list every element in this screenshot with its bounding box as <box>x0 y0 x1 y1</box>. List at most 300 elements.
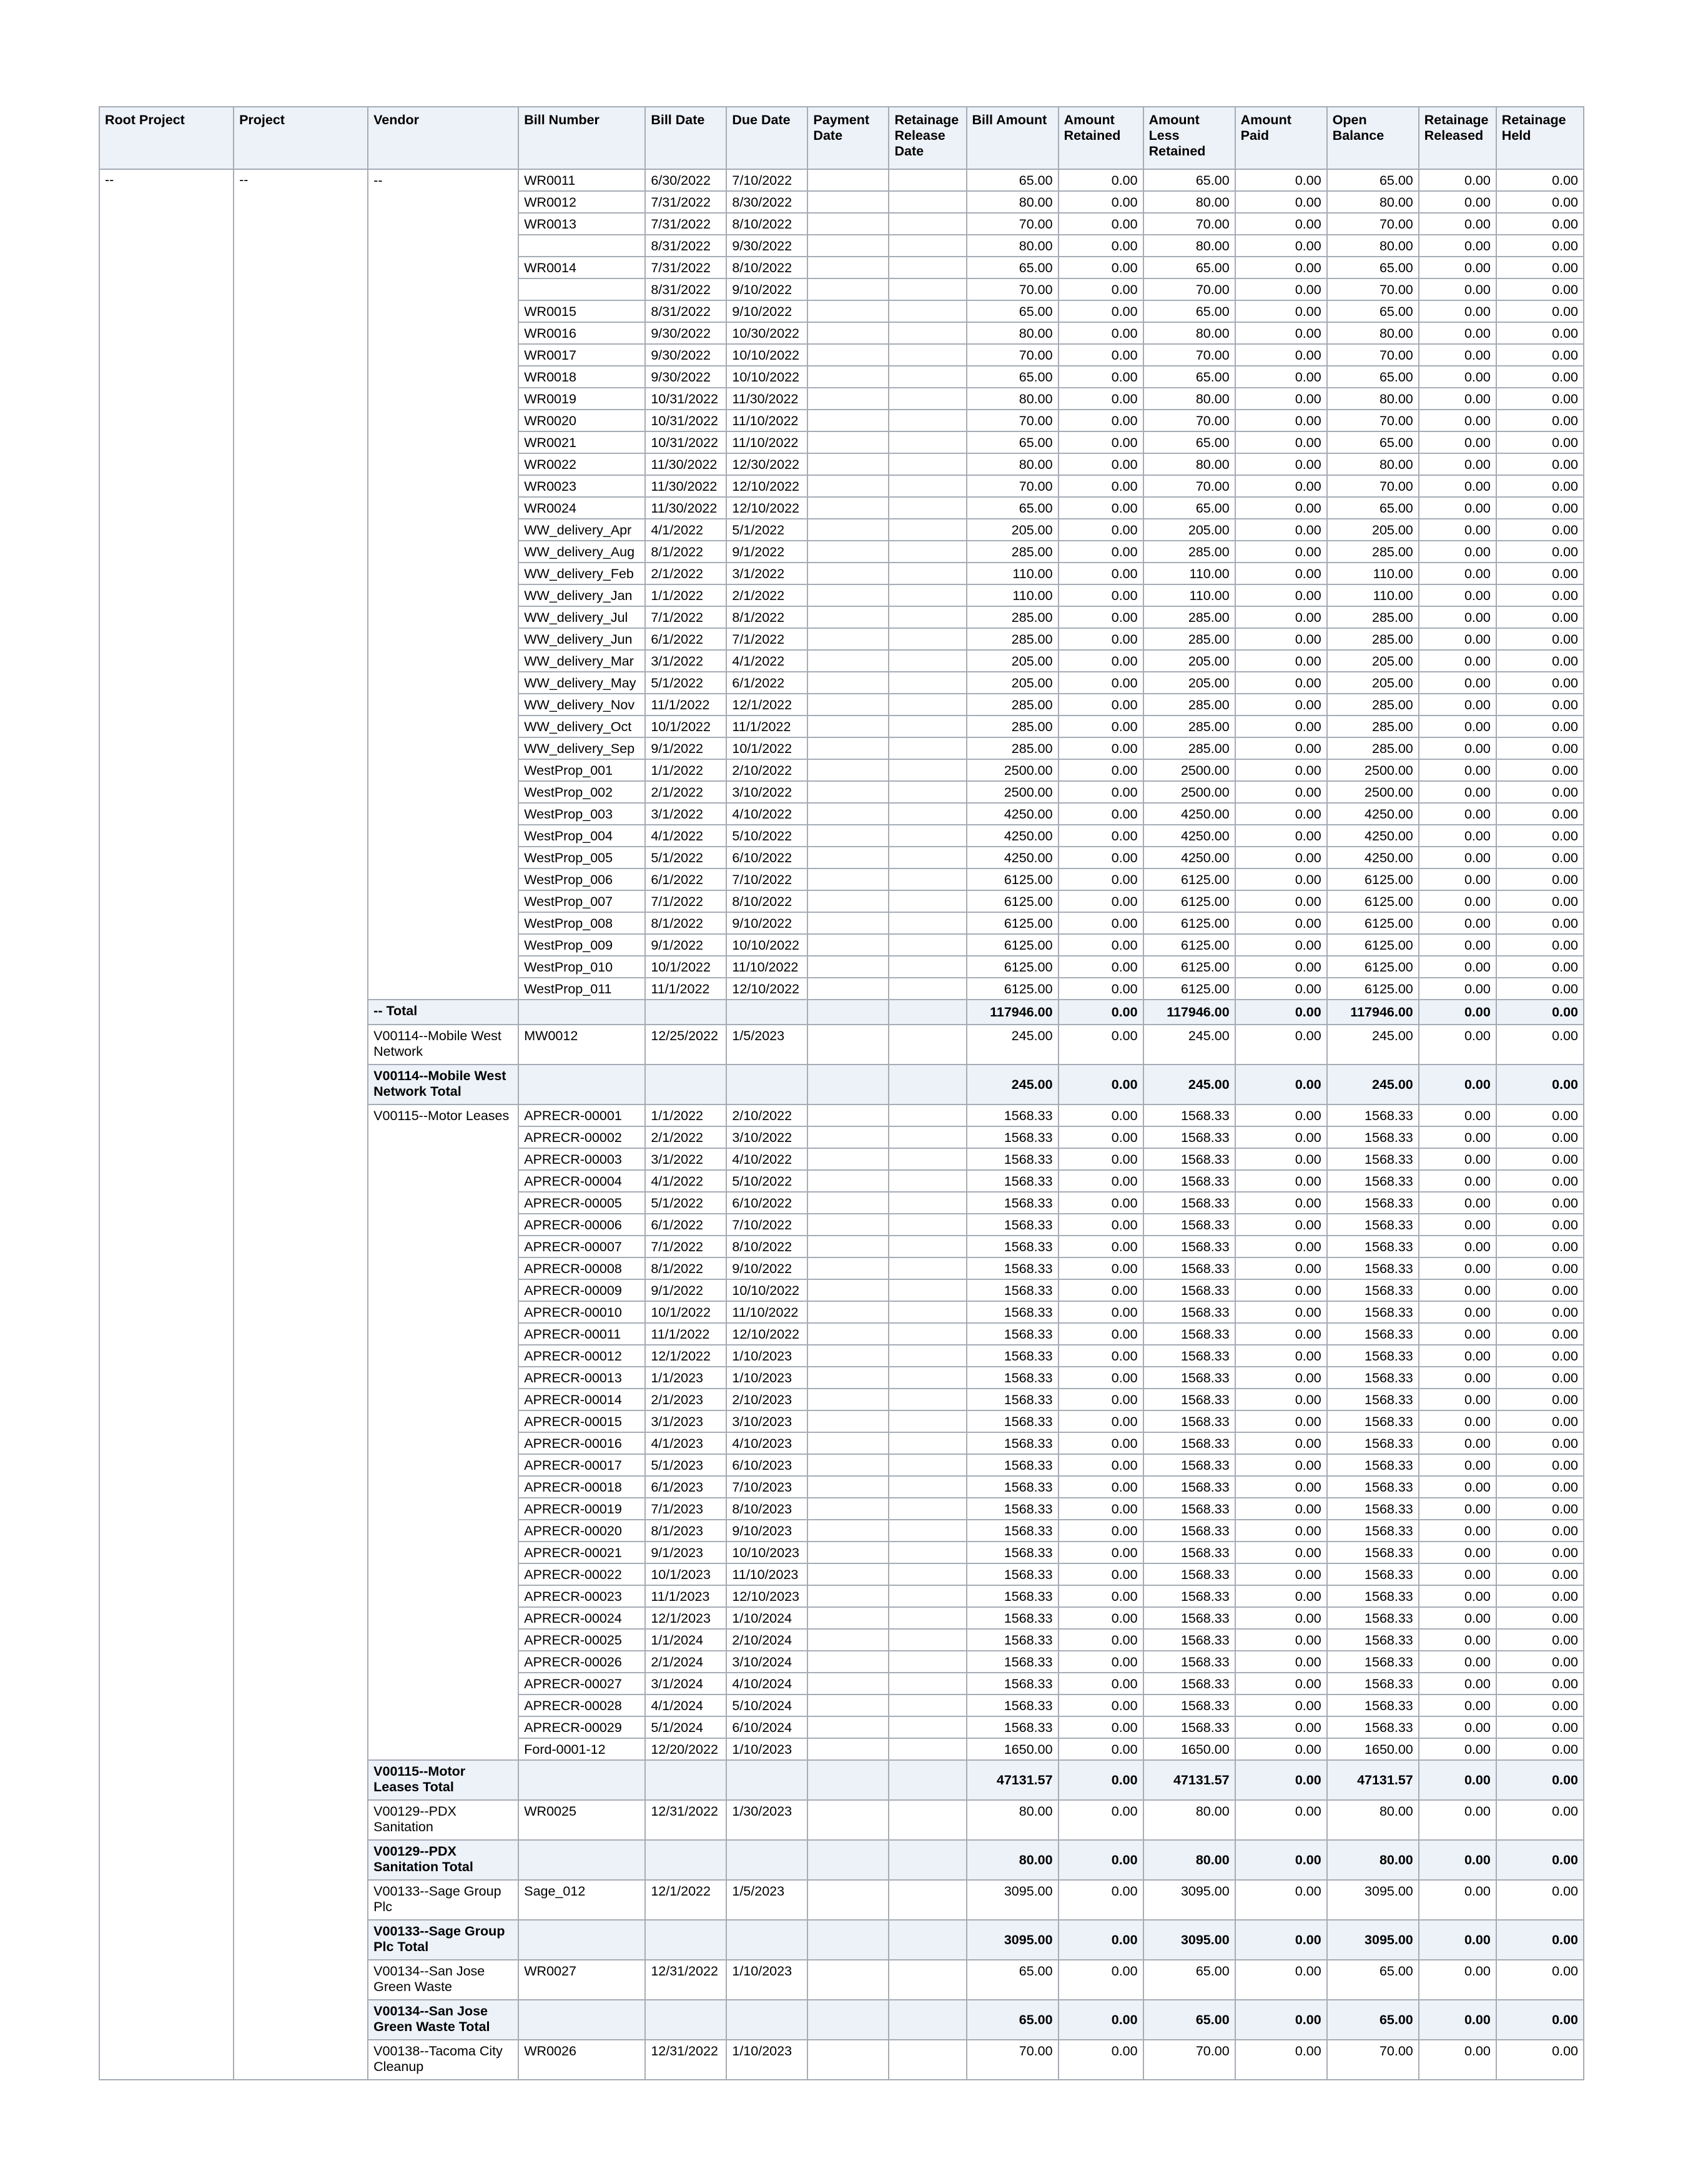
root-project-cell: -- <box>99 169 234 2080</box>
bill-amount-cell: 1568.33 <box>967 1520 1059 1542</box>
bill-date-cell: 7/1/2023 <box>645 1498 726 1520</box>
amount-retained-cell: 0.00 <box>1059 1104 1143 1126</box>
bill-number-cell: WW_delivery_Feb <box>518 563 645 584</box>
bill-number-cell: WestProp_011 <box>518 978 645 1000</box>
due-date-cell: 5/10/2022 <box>726 1170 807 1192</box>
bill-number-cell: WR0011 <box>518 169 645 191</box>
retainage-released-cell: 0.00 <box>1419 956 1496 978</box>
col-payment-date[interactable]: Payment Date <box>807 107 889 169</box>
payment-date-cell <box>807 213 889 235</box>
bill-number-cell: APRECR-00012 <box>518 1345 645 1367</box>
retainage-held-cell: 0.00 <box>1496 1410 1584 1432</box>
amount-retained-cell: 0.00 <box>1059 1148 1143 1170</box>
col-bill-amount[interactable]: Bill Amount <box>967 107 1059 169</box>
retainage-held-cell: 0.00 <box>1496 1367 1584 1389</box>
amount-retained-cell: 0.00 <box>1059 1651 1143 1673</box>
bill-date-cell: 6/1/2022 <box>645 868 726 890</box>
open-balance-cell: 1568.33 <box>1327 1563 1419 1585</box>
amount-paid-cell: 0.00 <box>1235 847 1327 868</box>
amount-less-retained-cell: 285.00 <box>1143 737 1235 759</box>
open-balance-cell: 285.00 <box>1327 737 1419 759</box>
amount-paid-cell: 0.00 <box>1235 868 1327 890</box>
amount-retained-cell: 0.00 <box>1059 191 1143 213</box>
bill-amount-cell: 4250.00 <box>967 825 1059 847</box>
bill-amount-total: 80.00 <box>967 1840 1059 1880</box>
retainage-held-cell: 0.00 <box>1496 868 1584 890</box>
amount-less-retained-cell: 6125.00 <box>1143 956 1235 978</box>
retainage-release-date-cell <box>889 431 966 453</box>
bill-amount-cell: 1568.33 <box>967 1301 1059 1323</box>
vendor-cell: V00115--Motor Leases <box>368 1104 518 1760</box>
amount-paid-total: 0.00 <box>1235 1840 1327 1880</box>
open-balance-cell: 1568.33 <box>1327 1498 1419 1520</box>
retainage-released-cell: 0.00 <box>1419 278 1496 300</box>
bill-amount-cell: 6125.00 <box>967 890 1059 912</box>
bill-number-cell: WR0024 <box>518 497 645 519</box>
amount-paid-cell: 0.00 <box>1235 1563 1327 1585</box>
amount-paid-cell: 0.00 <box>1235 956 1327 978</box>
bill-amount-cell: 205.00 <box>967 650 1059 672</box>
retainage-release-date-cell <box>889 213 966 235</box>
amount-paid-cell: 0.00 <box>1235 803 1327 825</box>
retainage-released-cell: 0.00 <box>1419 541 1496 563</box>
due-date-cell: 6/10/2022 <box>726 847 807 868</box>
amount-paid-cell: 0.00 <box>1235 497 1327 519</box>
amount-retained-cell: 0.00 <box>1059 1367 1143 1389</box>
retainage-release-date-cell <box>889 1695 966 1716</box>
retainage-held-cell: 0.00 <box>1496 803 1584 825</box>
amount-less-retained-cell: 285.00 <box>1143 541 1235 563</box>
amount-less-retained-total: 47131.57 <box>1143 1760 1235 1800</box>
total-blank-cell <box>889 1000 966 1025</box>
col-amount-less-retained[interactable]: Amount Less Retained <box>1143 107 1235 169</box>
amount-paid-cell: 0.00 <box>1235 672 1327 694</box>
retainage-held-cell: 0.00 <box>1496 781 1584 803</box>
amount-less-retained-cell: 80.00 <box>1143 322 1235 344</box>
payment-date-cell <box>807 169 889 191</box>
amount-less-retained-cell: 3095.00 <box>1143 1880 1235 1920</box>
amount-less-retained-cell: 1568.33 <box>1143 1542 1235 1563</box>
bill-date-cell: 8/1/2022 <box>645 541 726 563</box>
retainage-release-date-cell <box>889 278 966 300</box>
amount-less-retained-cell: 1568.33 <box>1143 1389 1235 1410</box>
amount-paid-cell: 0.00 <box>1235 1148 1327 1170</box>
amount-paid-cell: 0.00 <box>1235 169 1327 191</box>
due-date-cell: 3/10/2022 <box>726 781 807 803</box>
bill-number-cell <box>518 235 645 257</box>
bill-amount-cell: 6125.00 <box>967 912 1059 934</box>
col-retainage-released[interactable]: Retainage Released <box>1419 107 1496 169</box>
retainage-released-cell: 0.00 <box>1419 1607 1496 1629</box>
open-balance-cell: 1650.00 <box>1327 1738 1419 1760</box>
open-balance-cell: 285.00 <box>1327 628 1419 650</box>
amount-paid-cell: 0.00 <box>1235 716 1327 737</box>
bill-number-cell: WestProp_009 <box>518 934 645 956</box>
bill-date-cell: 6/1/2022 <box>645 1214 726 1236</box>
amount-less-retained-cell: 6125.00 <box>1143 978 1235 1000</box>
payment-date-cell <box>807 584 889 606</box>
bill-amount-cell: 1568.33 <box>967 1454 1059 1476</box>
amount-retained-cell: 0.00 <box>1059 278 1143 300</box>
amount-retained-cell: 0.00 <box>1059 1236 1143 1257</box>
amount-retained-cell: 0.00 <box>1059 672 1143 694</box>
amount-paid-cell: 0.00 <box>1235 300 1327 322</box>
retainage-release-date-cell <box>889 1323 966 1345</box>
bills-report-table <box>99 106 1584 2080</box>
bill-number-cell: WR0016 <box>518 322 645 344</box>
retainage-released-cell: 0.00 <box>1419 169 1496 191</box>
bill-amount-cell: 65.00 <box>967 366 1059 388</box>
bill-number-cell: APRECR-00027 <box>518 1673 645 1695</box>
retainage-released-cell: 0.00 <box>1419 912 1496 934</box>
open-balance-cell: 110.00 <box>1327 584 1419 606</box>
payment-date-cell <box>807 453 889 475</box>
due-date-cell: 11/10/2022 <box>726 956 807 978</box>
bill-date-cell: 8/31/2022 <box>645 300 726 322</box>
amount-paid-cell: 0.00 <box>1235 1279 1327 1301</box>
bill-date-cell: 9/30/2022 <box>645 322 726 344</box>
retainage-release-date-cell <box>889 1651 966 1673</box>
due-date-cell: 9/10/2022 <box>726 1257 807 1279</box>
due-date-cell: 3/1/2022 <box>726 563 807 584</box>
retainage-release-date-cell <box>889 1454 966 1476</box>
bill-number-cell: WestProp_002 <box>518 781 645 803</box>
amount-less-retained-cell: 1568.33 <box>1143 1585 1235 1607</box>
retainage-released-cell: 0.00 <box>1419 1673 1496 1695</box>
bill-amount-cell: 1568.33 <box>967 1673 1059 1695</box>
bill-amount-cell: 205.00 <box>967 519 1059 541</box>
amount-less-retained-total: 65.00 <box>1143 2000 1235 2040</box>
open-balance-cell: 65.00 <box>1327 431 1419 453</box>
amount-retained-cell: 0.00 <box>1059 410 1143 431</box>
vendor-cell: V00138--Tacoma City Cleanup <box>368 2040 518 2080</box>
open-balance-cell: 65.00 <box>1327 1960 1419 2000</box>
bill-date-cell: 4/1/2022 <box>645 825 726 847</box>
bill-amount-cell: 65.00 <box>967 497 1059 519</box>
retainage-released-cell: 0.00 <box>1419 716 1496 737</box>
bill-number-cell: APRECR-00006 <box>518 1214 645 1236</box>
amount-paid-cell: 0.00 <box>1235 1607 1327 1629</box>
payment-date-cell <box>807 1367 889 1389</box>
amount-paid-total: 0.00 <box>1235 1065 1327 1104</box>
bill-number-cell: WR0026 <box>518 2040 645 2080</box>
retainage-held-cell: 0.00 <box>1496 1025 1584 1065</box>
payment-date-cell <box>807 781 889 803</box>
bill-date-cell: 5/1/2024 <box>645 1716 726 1738</box>
col-amount-paid[interactable]: Amount Paid <box>1235 107 1327 169</box>
retainage-held-cell: 0.00 <box>1496 1716 1584 1738</box>
retainage-release-date-cell <box>889 1126 966 1148</box>
bill-number-cell: WR0025 <box>518 1800 645 1840</box>
amount-less-retained-cell: 1568.33 <box>1143 1454 1235 1476</box>
bill-date-cell: 12/25/2022 <box>645 1025 726 1065</box>
amount-less-retained-cell: 80.00 <box>1143 191 1235 213</box>
bill-date-cell: 10/1/2022 <box>645 1301 726 1323</box>
bill-amount-cell: 1568.33 <box>967 1542 1059 1563</box>
open-balance-cell: 70.00 <box>1327 278 1419 300</box>
due-date-cell: 3/10/2024 <box>726 1651 807 1673</box>
amount-retained-cell: 0.00 <box>1059 1454 1143 1476</box>
due-date-cell: 10/10/2022 <box>726 934 807 956</box>
due-date-cell: 11/10/2022 <box>726 410 807 431</box>
retainage-held-cell: 0.00 <box>1496 1236 1584 1257</box>
open-balance-cell: 80.00 <box>1327 1800 1419 1840</box>
retainage-released-total: 0.00 <box>1419 1065 1496 1104</box>
open-balance-cell: 1568.33 <box>1327 1476 1419 1498</box>
amount-retained-cell: 0.00 <box>1059 475 1143 497</box>
amount-paid-cell: 0.00 <box>1235 1880 1327 1920</box>
amount-retained-cell: 0.00 <box>1059 1432 1143 1454</box>
retainage-released-cell: 0.00 <box>1419 1257 1496 1279</box>
retainage-released-cell: 0.00 <box>1419 1476 1496 1498</box>
bill-date-cell: 10/31/2022 <box>645 410 726 431</box>
bill-amount-cell: 1568.33 <box>967 1170 1059 1192</box>
amount-less-retained-total: 80.00 <box>1143 1840 1235 1880</box>
amount-less-retained-cell: 70.00 <box>1143 278 1235 300</box>
bill-amount-cell: 1568.33 <box>967 1585 1059 1607</box>
vendor-total-label: V00134--San Jose Green Waste Total <box>368 2000 518 2040</box>
retainage-held-total: 0.00 <box>1496 1000 1584 1025</box>
bill-number-cell: APRECR-00019 <box>518 1498 645 1520</box>
bill-date-cell: 5/1/2022 <box>645 672 726 694</box>
retainage-held-cell: 0.00 <box>1496 912 1584 934</box>
open-balance-cell: 4250.00 <box>1327 825 1419 847</box>
bill-amount-total: 117946.00 <box>967 1000 1059 1025</box>
amount-retained-total: 0.00 <box>1059 1840 1143 1880</box>
amount-paid-cell: 0.00 <box>1235 257 1327 278</box>
amount-less-retained-cell: 2500.00 <box>1143 781 1235 803</box>
col-vendor[interactable]: Vendor <box>368 107 518 169</box>
bill-amount-total: 245.00 <box>967 1065 1059 1104</box>
col-bill-number[interactable]: Bill Number <box>518 107 645 169</box>
total-blank-cell <box>726 1000 807 1025</box>
retainage-held-cell: 0.00 <box>1496 1389 1584 1410</box>
retainage-held-cell: 0.00 <box>1496 1476 1584 1498</box>
amount-less-retained-cell: 110.00 <box>1143 584 1235 606</box>
open-balance-total: 80.00 <box>1327 1840 1419 1880</box>
bill-amount-cell: 110.00 <box>967 563 1059 584</box>
retainage-released-cell: 0.00 <box>1419 803 1496 825</box>
amount-paid-cell: 0.00 <box>1235 1960 1327 2000</box>
amount-retained-cell: 0.00 <box>1059 1800 1143 1840</box>
due-date-cell: 4/10/2022 <box>726 1148 807 1170</box>
due-date-cell: 9/30/2022 <box>726 235 807 257</box>
bill-amount-cell: 1568.33 <box>967 1367 1059 1389</box>
bill-date-cell: 12/31/2022 <box>645 1960 726 2000</box>
header-row <box>99 107 1584 169</box>
due-date-cell: 6/10/2024 <box>726 1716 807 1738</box>
open-balance-cell: 1568.33 <box>1327 1410 1419 1432</box>
bill-amount-cell: 65.00 <box>967 257 1059 278</box>
bill-amount-cell: 1568.33 <box>967 1257 1059 1279</box>
payment-date-cell <box>807 235 889 257</box>
col-amount-retained[interactable]: Amount Retained <box>1059 107 1143 169</box>
payment-date-cell <box>807 1236 889 1257</box>
due-date-cell: 1/10/2023 <box>726 2040 807 2080</box>
retainage-release-date-cell <box>889 322 966 344</box>
open-balance-cell: 2500.00 <box>1327 781 1419 803</box>
amount-less-retained-cell: 1568.33 <box>1143 1476 1235 1498</box>
retainage-released-cell: 0.00 <box>1419 1389 1496 1410</box>
retainage-release-date-cell <box>889 453 966 475</box>
bill-amount-cell: 65.00 <box>967 300 1059 322</box>
retainage-released-cell: 0.00 <box>1419 1738 1496 1760</box>
retainage-released-cell: 0.00 <box>1419 1192 1496 1214</box>
amount-retained-total: 0.00 <box>1059 1760 1143 1800</box>
due-date-cell: 5/10/2024 <box>726 1695 807 1716</box>
amount-less-retained-cell: 285.00 <box>1143 628 1235 650</box>
amount-paid-cell: 0.00 <box>1235 1585 1327 1607</box>
amount-retained-cell: 0.00 <box>1059 737 1143 759</box>
amount-paid-cell: 0.00 <box>1235 1389 1327 1410</box>
due-date-cell: 7/10/2022 <box>726 169 807 191</box>
col-retainage-held[interactable]: Retainage Held <box>1496 107 1584 169</box>
bill-date-cell: 7/31/2022 <box>645 257 726 278</box>
payment-date-cell <box>807 541 889 563</box>
retainage-held-cell: 0.00 <box>1496 584 1584 606</box>
col-bill-date[interactable]: Bill Date <box>645 107 726 169</box>
open-balance-cell: 285.00 <box>1327 716 1419 737</box>
payment-date-cell <box>807 300 889 322</box>
amount-retained-cell: 0.00 <box>1059 2040 1143 2080</box>
amount-retained-cell: 0.00 <box>1059 1629 1143 1651</box>
bill-amount-cell: 80.00 <box>967 235 1059 257</box>
bill-date-cell: 7/1/2022 <box>645 890 726 912</box>
retainage-released-cell: 0.00 <box>1419 1800 1496 1840</box>
bill-date-cell: 10/31/2022 <box>645 431 726 453</box>
total-blank-cell <box>889 1065 966 1104</box>
open-balance-cell: 1568.33 <box>1327 1236 1419 1257</box>
retainage-held-cell: 0.00 <box>1496 737 1584 759</box>
retainage-held-cell: 0.00 <box>1496 563 1584 584</box>
col-project[interactable]: Project <box>234 107 368 169</box>
amount-paid-cell: 0.00 <box>1235 1542 1327 1563</box>
bill-date-cell: 12/31/2022 <box>645 1800 726 1840</box>
amount-retained-total: 0.00 <box>1059 1065 1143 1104</box>
vendor-total-label: V00129--PDX Sanitation Total <box>368 1840 518 1880</box>
total-blank-cell <box>518 1840 645 1880</box>
total-blank-cell <box>807 1000 889 1025</box>
bill-amount-cell: 1568.33 <box>967 1104 1059 1126</box>
col-retainage-release-date[interactable]: Retainage Release Date <box>889 107 966 169</box>
amount-less-retained-cell: 245.00 <box>1143 1025 1235 1065</box>
bill-number-cell: WestProp_008 <box>518 912 645 934</box>
retainage-held-cell: 0.00 <box>1496 235 1584 257</box>
retainage-held-cell: 0.00 <box>1496 1695 1584 1716</box>
due-date-cell: 10/30/2022 <box>726 322 807 344</box>
bill-number-cell: WW_delivery_Sep <box>518 737 645 759</box>
bill-amount-cell: 80.00 <box>967 1800 1059 1840</box>
retainage-release-date-cell <box>889 1279 966 1301</box>
due-date-cell: 10/10/2022 <box>726 366 807 388</box>
amount-less-retained-cell: 70.00 <box>1143 344 1235 366</box>
bill-date-cell: 10/1/2022 <box>645 956 726 978</box>
amount-paid-cell: 0.00 <box>1235 410 1327 431</box>
payment-date-cell <box>807 1695 889 1716</box>
amount-paid-cell: 0.00 <box>1235 1236 1327 1257</box>
retainage-release-date-cell <box>889 1607 966 1629</box>
retainage-released-cell: 0.00 <box>1419 1214 1496 1236</box>
retainage-released-cell: 0.00 <box>1419 1148 1496 1170</box>
col-root-project[interactable]: Root Project <box>99 107 234 169</box>
payment-date-cell <box>807 1279 889 1301</box>
due-date-cell: 9/10/2022 <box>726 278 807 300</box>
amount-retained-cell: 0.00 <box>1059 366 1143 388</box>
bill-amount-cell: 1568.33 <box>967 1498 1059 1520</box>
amount-less-retained-total: 245.00 <box>1143 1065 1235 1104</box>
retainage-released-cell: 0.00 <box>1419 672 1496 694</box>
bill-date-cell: 1/1/2022 <box>645 759 726 781</box>
due-date-cell: 6/1/2022 <box>726 672 807 694</box>
amount-paid-cell: 0.00 <box>1235 563 1327 584</box>
bill-date-cell: 6/30/2022 <box>645 169 726 191</box>
amount-less-retained-cell: 6125.00 <box>1143 912 1235 934</box>
bill-date-cell: 3/1/2022 <box>645 1148 726 1170</box>
due-date-cell: 8/10/2022 <box>726 213 807 235</box>
amount-paid-cell: 0.00 <box>1235 628 1327 650</box>
bill-date-cell: 2/1/2022 <box>645 1126 726 1148</box>
retainage-released-total: 0.00 <box>1419 2000 1496 2040</box>
amount-less-retained-cell: 80.00 <box>1143 388 1235 410</box>
retainage-held-cell: 0.00 <box>1496 628 1584 650</box>
open-balance-cell: 6125.00 <box>1327 912 1419 934</box>
retainage-released-cell: 0.00 <box>1419 825 1496 847</box>
retainage-released-cell: 0.00 <box>1419 300 1496 322</box>
col-open-balance[interactable]: Open Balance <box>1327 107 1419 169</box>
retainage-held-cell: 0.00 <box>1496 1563 1584 1585</box>
retainage-held-cell: 0.00 <box>1496 716 1584 737</box>
bill-amount-cell: 285.00 <box>967 694 1059 716</box>
amount-paid-cell: 0.00 <box>1235 322 1327 344</box>
due-date-cell: 4/1/2022 <box>726 650 807 672</box>
bill-date-cell: 1/1/2023 <box>645 1367 726 1389</box>
due-date-cell: 7/10/2023 <box>726 1476 807 1498</box>
bill-amount-cell: 6125.00 <box>967 978 1059 1000</box>
bill-date-cell: 9/1/2022 <box>645 1279 726 1301</box>
vendor-cell: V00134--San Jose Green Waste <box>368 1960 518 2000</box>
amount-less-retained-cell: 4250.00 <box>1143 847 1235 868</box>
amount-paid-cell: 0.00 <box>1235 781 1327 803</box>
bill-number-cell: WW_delivery_Aug <box>518 541 645 563</box>
col-due-date[interactable]: Due Date <box>726 107 807 169</box>
payment-date-cell <box>807 2040 889 2080</box>
due-date-cell: 7/1/2022 <box>726 628 807 650</box>
retainage-released-cell: 0.00 <box>1419 257 1496 278</box>
open-balance-cell: 1568.33 <box>1327 1367 1419 1389</box>
amount-retained-cell: 0.00 <box>1059 1738 1143 1760</box>
retainage-released-cell: 0.00 <box>1419 563 1496 584</box>
retainage-release-date-cell <box>889 366 966 388</box>
due-date-cell: 2/10/2022 <box>726 759 807 781</box>
amount-less-retained-cell: 1568.33 <box>1143 1367 1235 1389</box>
total-blank-cell <box>889 1840 966 1880</box>
retainage-released-cell: 0.00 <box>1419 1170 1496 1192</box>
open-balance-cell: 1568.33 <box>1327 1651 1419 1673</box>
amount-less-retained-cell: 1568.33 <box>1143 1673 1235 1695</box>
retainage-release-date-cell <box>889 1476 966 1498</box>
retainage-held-cell: 0.00 <box>1496 257 1584 278</box>
bill-amount-cell: 1568.33 <box>967 1563 1059 1585</box>
bill-date-cell: 3/1/2024 <box>645 1673 726 1695</box>
retainage-released-cell: 0.00 <box>1419 388 1496 410</box>
total-blank-cell <box>807 2000 889 2040</box>
payment-date-cell <box>807 1585 889 1607</box>
bill-number-cell: WestProp_003 <box>518 803 645 825</box>
due-date-cell: 10/10/2022 <box>726 344 807 366</box>
bill-amount-cell: 6125.00 <box>967 934 1059 956</box>
amount-retained-cell: 0.00 <box>1059 1410 1143 1432</box>
bill-amount-cell: 1568.33 <box>967 1148 1059 1170</box>
